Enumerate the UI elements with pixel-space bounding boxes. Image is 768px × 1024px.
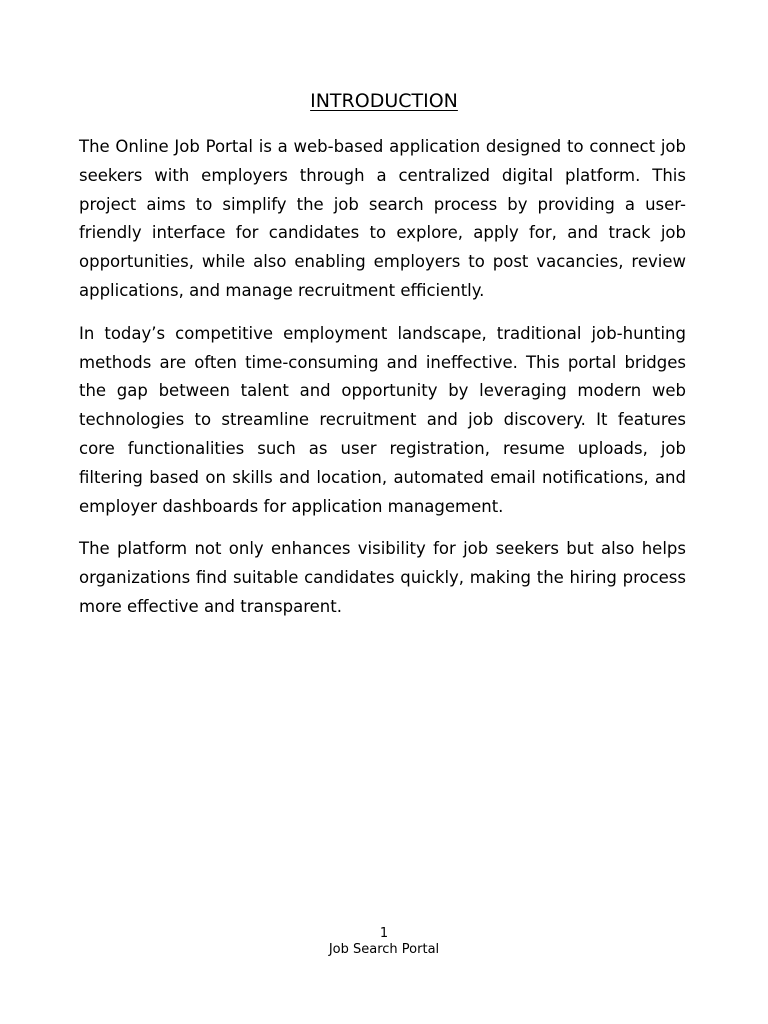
paragraph-1: The Online Job Portal is a web-based application designed to connect job seekers with employers through a centralized digital platform. This project aims to simplify the job search process by providing a user-friendly interface for candidates to explore, apply for, and track job opportunities, while also enabling employers to post vacancies, review applications, and manage recruitment efficiently. [79,137,686,300]
footer-label: Job Search Portal [328,942,440,957]
document-body [79,133,686,636]
page-footer [0,926,768,958]
page-number: 1 [379,926,389,941]
paragraph-3: The platform not only enhances visibility for job seekers but also helps organizations find suitable candidates quickly, making the hiring process more effective and transparent. [79,539,686,616]
page-title: INTRODUCTION [310,90,458,112]
paragraph-2: In today’s competitive employment landscape, traditional job-hunting methods are often time-consuming and ineffective. This portal bridges the gap between talent and opportunity by leveraging modern web technologies to streamline recruitment and job discovery. It features core functionalities such as user registration, resume uploads, job filtering based on skills and location, automated email notifications, and employer dashboards for application management. [79,323,686,516]
